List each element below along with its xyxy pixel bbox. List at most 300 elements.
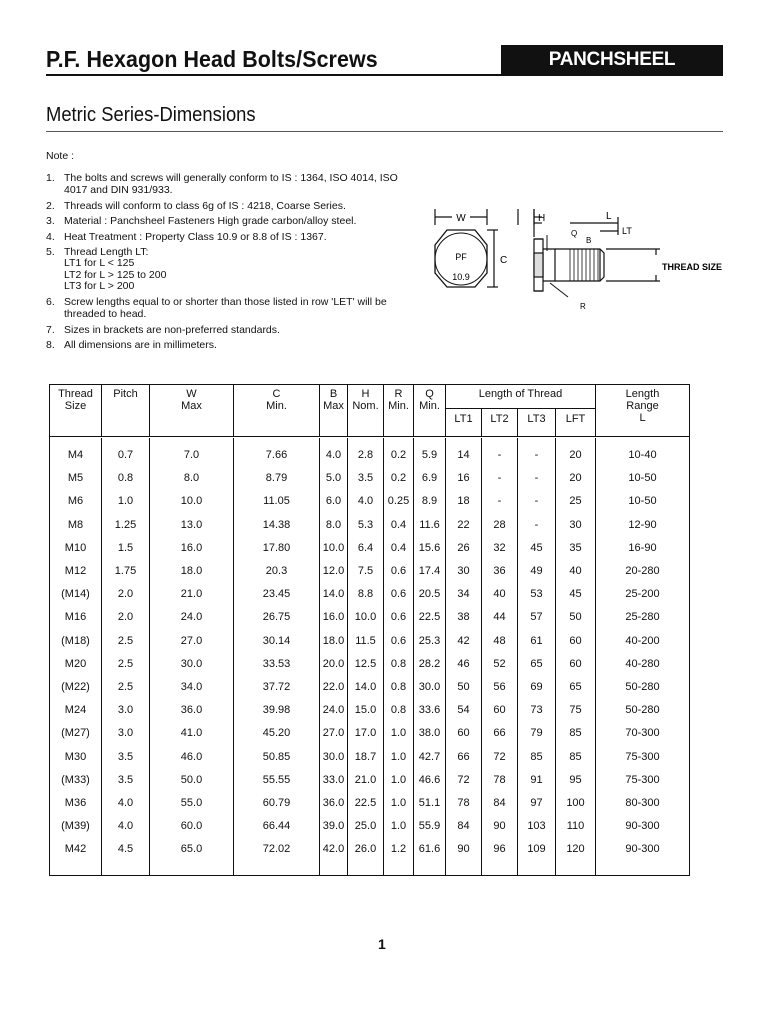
- note-item: 2. Threads will conform to class 6g of IS : 4218, Coarse Series.: [46, 199, 346, 212]
- notes-list: [46, 172, 416, 355]
- table-cell: 36.0: [150, 699, 234, 722]
- table-row: [50, 815, 690, 838]
- table-cell: 60: [556, 652, 596, 675]
- table-cell: 38.0: [414, 722, 446, 745]
- diagram-label-w: W: [456, 213, 466, 224]
- table-cell: 55.9: [414, 815, 446, 838]
- table-cell: 30.0: [150, 652, 234, 675]
- table-cell: 1.0: [102, 490, 150, 513]
- header-c: C Min.: [234, 385, 320, 437]
- table-row: [50, 791, 690, 814]
- table-cell: M36: [50, 791, 102, 814]
- table-cell: 30.0: [320, 745, 348, 768]
- table-cell: 65: [556, 675, 596, 698]
- table-cell: 4.0: [102, 791, 150, 814]
- table-cell: 30.14: [234, 629, 320, 652]
- table-cell: 120: [556, 838, 596, 861]
- diagram-label-h: H: [538, 213, 546, 224]
- table-body: [50, 438, 690, 876]
- table-cell: 8.8: [348, 583, 384, 606]
- table-cell: 11.6: [414, 513, 446, 536]
- table-cell: 21.0: [150, 583, 234, 606]
- table-cell: 18.7: [348, 745, 384, 768]
- table-cell: 7.0: [150, 444, 234, 467]
- table-cell: 24.0: [150, 606, 234, 629]
- table-cell: 66: [446, 745, 482, 768]
- header-lt2: LT2: [482, 409, 518, 437]
- table-cell: 40: [482, 583, 518, 606]
- table-cell: 61: [518, 629, 556, 652]
- table-cell: 57: [518, 606, 556, 629]
- table-cell: 0.8: [384, 652, 414, 675]
- table-cell: 25-280: [625, 611, 660, 624]
- table-cell: 14.0: [348, 675, 384, 698]
- radius-leader: [550, 283, 568, 297]
- table-cell: 45.20: [234, 722, 320, 745]
- table-cell: 0.8: [384, 675, 414, 698]
- table-cell: 0.6: [384, 559, 414, 582]
- table-cell: 20.3: [234, 559, 320, 582]
- table-cell: (M33): [50, 768, 102, 791]
- subtitle-divider: [46, 131, 723, 132]
- table-cell: 42.0: [320, 838, 348, 861]
- table-cell: 8.79: [234, 467, 320, 490]
- table-cell: 28: [482, 513, 518, 536]
- table-cell: 66.44: [234, 815, 320, 838]
- table-row: [50, 838, 690, 861]
- table-cell: 70-300: [625, 727, 660, 740]
- table-cell: M6: [50, 490, 102, 513]
- table-cell: 30: [556, 513, 596, 536]
- table-cell: 56: [482, 675, 518, 698]
- table-cell: 38: [446, 606, 482, 629]
- table-cell: 26: [446, 536, 482, 559]
- table-cell: 8.9: [414, 490, 446, 513]
- table-cell: (M39): [50, 815, 102, 838]
- table-cell: 12.5: [348, 652, 384, 675]
- table-cell: 79: [518, 722, 556, 745]
- dimensions-table-wrapper: [49, 384, 690, 876]
- table-row: [50, 652, 690, 675]
- table-cell: 0.8: [384, 699, 414, 722]
- header-r: R Min.: [384, 385, 414, 437]
- header-pitch: Pitch: [102, 385, 150, 437]
- table-cell: 7.5: [348, 559, 384, 582]
- table-cell: M8: [50, 513, 102, 536]
- header-length-range: Length Range L: [625, 388, 660, 424]
- dimensions-table: [49, 384, 690, 876]
- table-cell: 60.79: [234, 791, 320, 814]
- table-cell: 0.7: [102, 444, 150, 467]
- table-cell: 14: [446, 444, 482, 467]
- table-cell: 27.0: [150, 629, 234, 652]
- table-cell: 97: [518, 791, 556, 814]
- table-cell: 18.0: [320, 629, 348, 652]
- table-cell: 1.0: [384, 815, 414, 838]
- table-cell: M5: [50, 467, 102, 490]
- table-cell: 55.55: [234, 768, 320, 791]
- table-cell: 50-280: [625, 704, 660, 717]
- table-cell: 13.0: [150, 513, 234, 536]
- table-cell: 25: [556, 490, 596, 513]
- table-cell: 20: [556, 444, 596, 467]
- table-row: [50, 629, 690, 652]
- table-cell: 52: [482, 652, 518, 675]
- table-cell: 2.0: [102, 583, 150, 606]
- table-cell: 17.80: [234, 536, 320, 559]
- table-cell: M42: [50, 838, 102, 861]
- table-cell: 35: [556, 536, 596, 559]
- table-cell: 103: [518, 815, 556, 838]
- table-row: [50, 768, 690, 791]
- table-cell: 6.9: [414, 467, 446, 490]
- table-cell: 109: [518, 838, 556, 861]
- table-cell: -: [482, 490, 518, 513]
- table-cell: 10.0: [320, 536, 348, 559]
- diagram-label-l: L: [606, 211, 612, 222]
- table-cell: 39.98: [234, 699, 320, 722]
- table-cell: 3.0: [102, 722, 150, 745]
- table-cell: 16: [446, 467, 482, 490]
- table-cell: 32: [482, 536, 518, 559]
- header-length-of-thread: Length of Thread: [446, 385, 596, 409]
- table-row: [50, 467, 690, 490]
- table-cell: -: [518, 513, 556, 536]
- table-cell: 18.0: [150, 559, 234, 582]
- table-cell: 42.7: [414, 745, 446, 768]
- table-cell: 3.5: [348, 467, 384, 490]
- table-cell: 50.0: [150, 768, 234, 791]
- table-cell: 12-90: [628, 518, 657, 531]
- table-cell: 110: [556, 815, 596, 838]
- table-cell: 26.75: [234, 606, 320, 629]
- header-w: W Max: [150, 385, 234, 437]
- thread-length-lt1: LT1 for L < 125: [64, 257, 135, 269]
- bolt-side-view: [518, 209, 618, 291]
- table-cell: 48: [482, 629, 518, 652]
- header-thread-size: Thread Size: [50, 385, 102, 437]
- table-cell: 28.2: [414, 652, 446, 675]
- table-cell: 1.5: [102, 536, 150, 559]
- table-cell: 42: [446, 629, 482, 652]
- table-cell: -: [482, 467, 518, 490]
- diagram-head-mark-top: PF: [455, 252, 467, 262]
- table-cell: 22.5: [348, 791, 384, 814]
- table-cell: 40: [556, 559, 596, 582]
- table-cell: 2.8: [348, 444, 384, 467]
- note-item: 3. Material : Panchsheel Fasteners High grade carbon/alloy steel.: [46, 215, 357, 227]
- table-cell: 16.0: [320, 606, 348, 629]
- diagram-label-r: R: [580, 302, 586, 311]
- table-cell: 20-280: [625, 565, 660, 578]
- note-label: Note :: [46, 150, 75, 162]
- table-cell: 60: [556, 629, 596, 652]
- table-cell: 0.4: [384, 513, 414, 536]
- table-bottom-spacer-row: [50, 861, 690, 876]
- table-cell: 7.66: [234, 444, 320, 467]
- table-cell: 91: [518, 768, 556, 791]
- table-cell: 5.3: [348, 513, 384, 536]
- table-cell: 27.0: [320, 722, 348, 745]
- table-cell: 78: [482, 768, 518, 791]
- table-cell: 11.5: [348, 629, 384, 652]
- table-cell: 1.0: [384, 768, 414, 791]
- table-cell: 16-90: [628, 541, 657, 554]
- table-cell: -: [518, 467, 556, 490]
- table-cell: 36: [482, 559, 518, 582]
- table-cell: 23.45: [234, 583, 320, 606]
- table-cell: 37.72: [234, 675, 320, 698]
- thread-length-lt2: LT2 for L > 125 to 200: [64, 268, 167, 281]
- table-cell: 54: [446, 699, 482, 722]
- table-cell: 2.5: [102, 675, 150, 698]
- table-cell: 80-300: [625, 796, 660, 809]
- table-cell: 66: [482, 722, 518, 745]
- table-cell: 0.2: [384, 467, 414, 490]
- table-cell: 21.0: [348, 768, 384, 791]
- table-cell: 36.0: [320, 791, 348, 814]
- table-cell: -: [518, 490, 556, 513]
- table-cell: 1.0: [384, 722, 414, 745]
- table-cell: 26.0: [348, 838, 384, 861]
- table-cell: 65: [518, 652, 556, 675]
- diagram-label-lt: LT: [622, 226, 632, 236]
- page-title: P.F. Hexagon Head Bolts/Screws: [46, 46, 378, 72]
- page-subtitle: Metric Series-Dimensions: [46, 104, 256, 126]
- diagram-label-b: B: [586, 236, 592, 245]
- table-cell: 49: [518, 559, 556, 582]
- table-cell: 46: [446, 652, 482, 675]
- table-cell: 4.0: [320, 444, 348, 467]
- brand-logo: PANCHSHEEL FASTENERS: [501, 45, 723, 74]
- table-cell: 8.0: [320, 513, 348, 536]
- table-row: [50, 699, 690, 722]
- table-cell: 1.0: [384, 791, 414, 814]
- table-cell: 22.0: [320, 675, 348, 698]
- table-row: [50, 583, 690, 606]
- note-item: 7. Sizes in brackets are non-preferred standards.: [46, 323, 280, 336]
- table-cell: 72: [482, 745, 518, 768]
- table-cell: 20: [556, 467, 596, 490]
- table-cell: 4.0: [102, 815, 150, 838]
- table-cell: 85: [518, 745, 556, 768]
- table-cell: (M22): [50, 675, 102, 698]
- table-cell: 90: [482, 815, 518, 838]
- table-cell: 18: [446, 490, 482, 513]
- table-row: [50, 444, 690, 467]
- table-cell: 22: [446, 513, 482, 536]
- table-cell: 33.0: [320, 768, 348, 791]
- table-cell: 1.25: [102, 513, 150, 536]
- table-cell: (M18): [50, 629, 102, 652]
- table-cell: 60.0: [150, 815, 234, 838]
- table-cell: 24.0: [320, 699, 348, 722]
- table-cell: 75-300: [625, 773, 660, 786]
- table-cell: (M27): [50, 722, 102, 745]
- table-cell: M12: [50, 559, 102, 582]
- header-lt3: LT3: [518, 409, 556, 437]
- table-cell: 41.0: [150, 722, 234, 745]
- table-cell: M10: [50, 536, 102, 559]
- table-cell: 30.0: [414, 675, 446, 698]
- table-cell: 20.0: [320, 652, 348, 675]
- table-cell: 5.9: [414, 444, 446, 467]
- table-cell: 4.0: [348, 490, 384, 513]
- table-cell: (M14): [50, 583, 102, 606]
- table-cell: 25.3: [414, 629, 446, 652]
- table-cell: 75-300: [625, 750, 660, 763]
- table-cell: 10.0: [150, 490, 234, 513]
- table-cell: 8.0: [150, 467, 234, 490]
- table-cell: 1.75: [102, 559, 150, 582]
- table-cell: 84: [482, 791, 518, 814]
- table-cell: 2.0: [102, 606, 150, 629]
- table-row: [50, 559, 690, 582]
- table-cell: 60: [446, 722, 482, 745]
- table-cell: 85: [556, 745, 596, 768]
- table-cell: -: [482, 444, 518, 467]
- table-cell: 10-50: [628, 495, 657, 508]
- table-cell: 2.5: [102, 629, 150, 652]
- table-cell: 78: [446, 791, 482, 814]
- table-cell: 6.4: [348, 536, 384, 559]
- table-cell: 33.53: [234, 652, 320, 675]
- table-cell: 72.02: [234, 838, 320, 861]
- table-cell: 90: [446, 838, 482, 861]
- table-row: [50, 745, 690, 768]
- bolt-diagram: [430, 205, 730, 315]
- note-item: 8. All dimensions are in millimeters.: [46, 339, 217, 351]
- header-q: Q Min.: [414, 385, 446, 437]
- header-b: B Max: [320, 385, 348, 437]
- table-cell: 100: [556, 791, 596, 814]
- table-cell: 0.8: [102, 467, 150, 490]
- table-cell: 50: [556, 606, 596, 629]
- table-cell: 39.0: [320, 815, 348, 838]
- table-cell: 4.5: [102, 838, 150, 861]
- table-cell: 14.0: [320, 583, 348, 606]
- table-cell: M4: [50, 444, 102, 467]
- table-cell: 50: [446, 675, 482, 698]
- table-row: [50, 513, 690, 536]
- table-cell: 0.6: [384, 629, 414, 652]
- table-cell: M30: [50, 745, 102, 768]
- table-cell: M16: [50, 606, 102, 629]
- table-cell: 96: [482, 838, 518, 861]
- table-cell: 3.0: [102, 699, 150, 722]
- thread-length-lt3: LT3 for L > 200: [64, 280, 135, 292]
- table-cell: 11.05: [234, 490, 320, 513]
- table-cell: 5.0: [320, 467, 348, 490]
- table-cell: 46.0: [150, 745, 234, 768]
- table-cell: 85: [556, 722, 596, 745]
- table-cell: 50-280: [625, 680, 660, 693]
- table-cell: 60: [482, 699, 518, 722]
- table-cell: 61.6: [414, 838, 446, 861]
- table-cell: 25.0: [348, 815, 384, 838]
- table-cell: 95: [556, 768, 596, 791]
- table-cell: -: [518, 444, 556, 467]
- diagram-label-q: Q: [571, 229, 578, 238]
- table-cell: 14.38: [234, 513, 320, 536]
- table-cell: 90-300: [625, 820, 660, 833]
- table-cell: 69: [518, 675, 556, 698]
- table-cell: 40-200: [625, 634, 660, 647]
- table-cell: 1.2: [384, 838, 414, 861]
- table-cell: 25-200: [625, 588, 660, 601]
- table-row: [50, 675, 690, 698]
- note-item: 1. The bolts and screws will generally conform to IS : 1364, ISO 4014, ISO 4017 and DIN 931/933.: [46, 172, 398, 196]
- table-cell: 45: [518, 536, 556, 559]
- table-cell: 44: [482, 606, 518, 629]
- table-cell: 72: [446, 768, 482, 791]
- header-h: H Nom.: [348, 385, 384, 437]
- table-cell: 1.0: [384, 745, 414, 768]
- table-cell: 10-50: [628, 472, 657, 485]
- header-lft: LFT: [556, 409, 596, 437]
- table-cell: 55.0: [150, 791, 234, 814]
- table-cell: 2.5: [102, 652, 150, 675]
- diagram-head-mark-bottom: 10.9: [452, 272, 470, 282]
- title-divider: [46, 74, 723, 76]
- note-item: 6. Screw lengths equal to or shorter than those listed in row 'LET' will be threaded to head.: [46, 296, 387, 320]
- table-cell: 45: [556, 583, 596, 606]
- thread-hatching: [570, 249, 598, 281]
- table-cell: 46.6: [414, 768, 446, 791]
- table-row: [50, 490, 690, 513]
- note-item-thread-length: 5. Thread Length LT: LT1 for L < 125 LT2 for L > 125 to 200 LT3 for L > 200: [46, 246, 416, 293]
- table-cell: M20: [50, 652, 102, 675]
- table-row: [50, 722, 690, 745]
- table-cell: 0.25: [384, 490, 414, 513]
- table-cell: 53: [518, 583, 556, 606]
- table-cell: 17.4: [414, 559, 446, 582]
- table-cell: 10-40: [628, 449, 657, 462]
- table-cell: 65.0: [150, 838, 234, 861]
- page-number: 1: [378, 936, 386, 952]
- table-cell: 0.4: [384, 536, 414, 559]
- diagram-label-thread-size: THREAD SIZE: [662, 262, 723, 272]
- table-cell: 6.0: [320, 490, 348, 513]
- table-cell: 15.6: [414, 536, 446, 559]
- table-cell: 10.0: [348, 606, 384, 629]
- table-cell: 75: [556, 699, 596, 722]
- table-cell: 33.6: [414, 699, 446, 722]
- table-cell: 0.6: [384, 583, 414, 606]
- table-cell: 15.0: [348, 699, 384, 722]
- table-cell: 30: [446, 559, 482, 582]
- table-cell: 50.85: [234, 745, 320, 768]
- table-cell: 73: [518, 699, 556, 722]
- table-cell: 20.5: [414, 583, 446, 606]
- table-cell: 3.5: [102, 745, 150, 768]
- thread-size-arrows: [606, 249, 660, 281]
- table-cell: 22.5: [414, 606, 446, 629]
- table-cell: 12.0: [320, 559, 348, 582]
- table-cell: 90-300: [625, 843, 660, 856]
- note-item: 4. Heat Treatment : Property Class 10.9 or 8.8 of IS : 1367.: [46, 230, 327, 243]
- table-cell: 0.2: [384, 444, 414, 467]
- table-cell: 16.0: [150, 536, 234, 559]
- table-cell: 0.6: [384, 606, 414, 629]
- table-cell: 51.1: [414, 791, 446, 814]
- table-cell: 40-280: [625, 657, 660, 670]
- table-row: [50, 536, 690, 559]
- table-cell: 84: [446, 815, 482, 838]
- header-lt1: LT1: [446, 409, 482, 437]
- table-row: [50, 606, 690, 629]
- diagram-label-c: C: [500, 255, 508, 266]
